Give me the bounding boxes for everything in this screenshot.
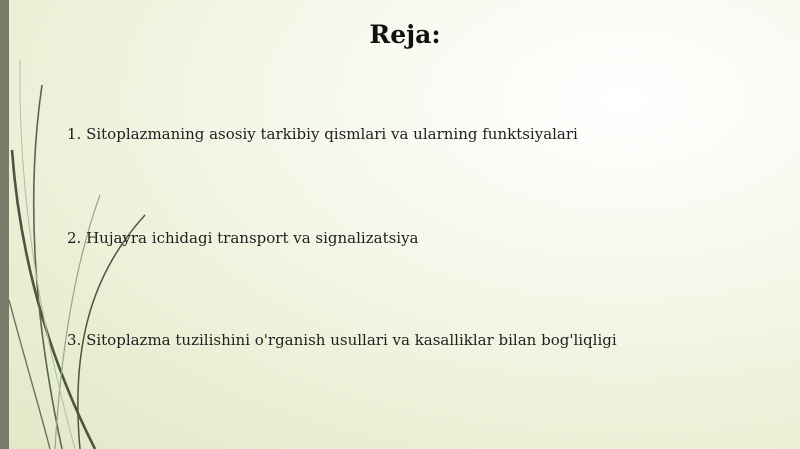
agenda-item: 3. Sitoplazma tuzilishini o'rganish usullari va kasalliklar bilan bog'liqligi xyxy=(67,331,617,349)
agenda-item: 2. Hujayra ichidagi transport va signalizatsiya xyxy=(67,229,419,247)
grass-decoration xyxy=(0,0,160,449)
slide-title: Reja: xyxy=(369,20,441,49)
grass-blade-6 xyxy=(20,60,75,449)
grass-blade-2 xyxy=(34,85,62,449)
agenda-item: 1. Sitoplazmaning asosiy tarkibiy qismlari va ularning funktsiyalari xyxy=(67,125,578,143)
